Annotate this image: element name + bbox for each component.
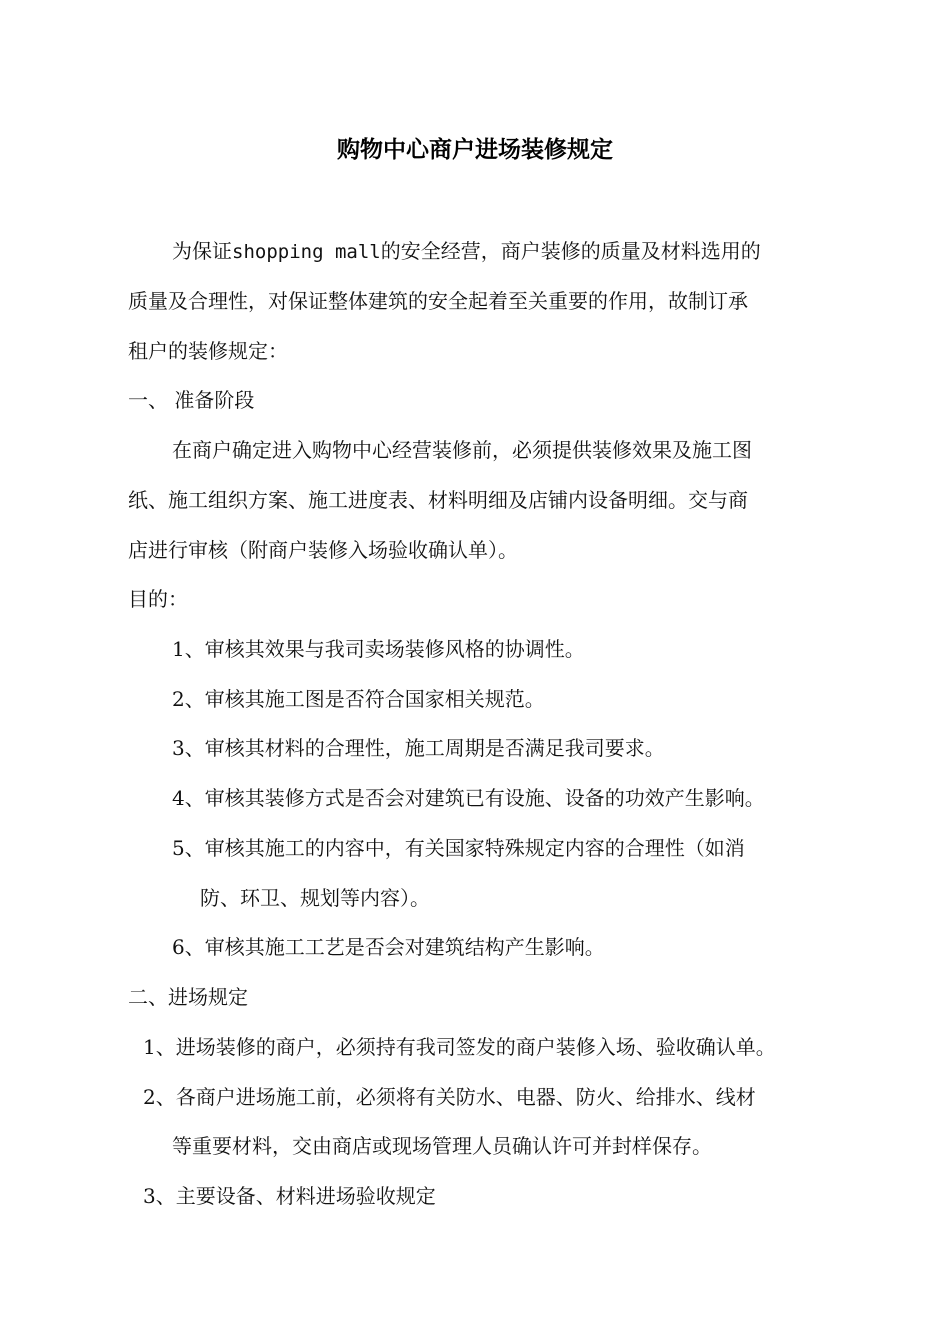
purpose-item: 6、审核其施工工艺是否会对建筑结构产生影响。 [172, 935, 605, 959]
intro-line-1 [172, 236, 761, 267]
purpose-item: 2、审核其施工图是否符合国家相关规范。 [172, 687, 545, 711]
intro-line-1-end: 的安全经营，商户装修的质量及材料选用的 [380, 239, 761, 263]
purpose-item: 5、审核其施工的内容中，有关国家特殊规定内容的合理性（如消 [172, 836, 745, 860]
section-1-heading: 一、 准备阶段 [128, 388, 255, 412]
rule-item: 2、各商户进场施工前，必须将有关防水、电器、防火、给排水、线材 [143, 1085, 756, 1109]
section-1-para-line: 在商户确定进入购物中心经营装修前，必须提供装修效果及施工图 [172, 438, 752, 462]
section-1-para-line: 店进行审核（附商户装修入场验收确认单）。 [128, 538, 518, 562]
purpose-item: 3、审核其材料的合理性，施工周期是否满足我司要求。 [172, 736, 665, 760]
rule-item: 3、主要设备、材料进场验收规定 [143, 1184, 436, 1208]
section-1-para-line: 纸、施工组织方案、施工进度表、材料明细及店铺内设备明细。交与商 [128, 488, 748, 512]
document-title: 购物中心商户进场装修规定 [337, 137, 613, 163]
intro-line-3: 租户的装修规定： [128, 339, 288, 363]
rule-item: 1、进场装修的商户，必须持有我司签发的商户装修入场、验收确认单。 [143, 1035, 776, 1059]
purpose-label: 目的： [128, 587, 188, 611]
intro-line-2: 质量及合理性，对保证整体建筑的安全起着至关重要的作用，故制订承 [128, 289, 748, 313]
rule-item-continuation: 等重要材料，交由商店或现场管理人员确认许可并封样保存。 [172, 1134, 712, 1158]
purpose-item: 1、审核其效果与我司卖场装修风格的协调性。 [172, 637, 585, 661]
intro-line-1-start: 为保证 [172, 239, 232, 263]
purpose-item-continuation: 防、环卫、规划等内容）。 [200, 886, 430, 910]
intro-term: shopping mall [232, 241, 381, 263]
section-2-heading: 二、进场规定 [128, 985, 248, 1009]
purpose-item: 4、审核其装修方式是否会对建筑已有设施、设备的功效产生影响。 [172, 786, 765, 810]
